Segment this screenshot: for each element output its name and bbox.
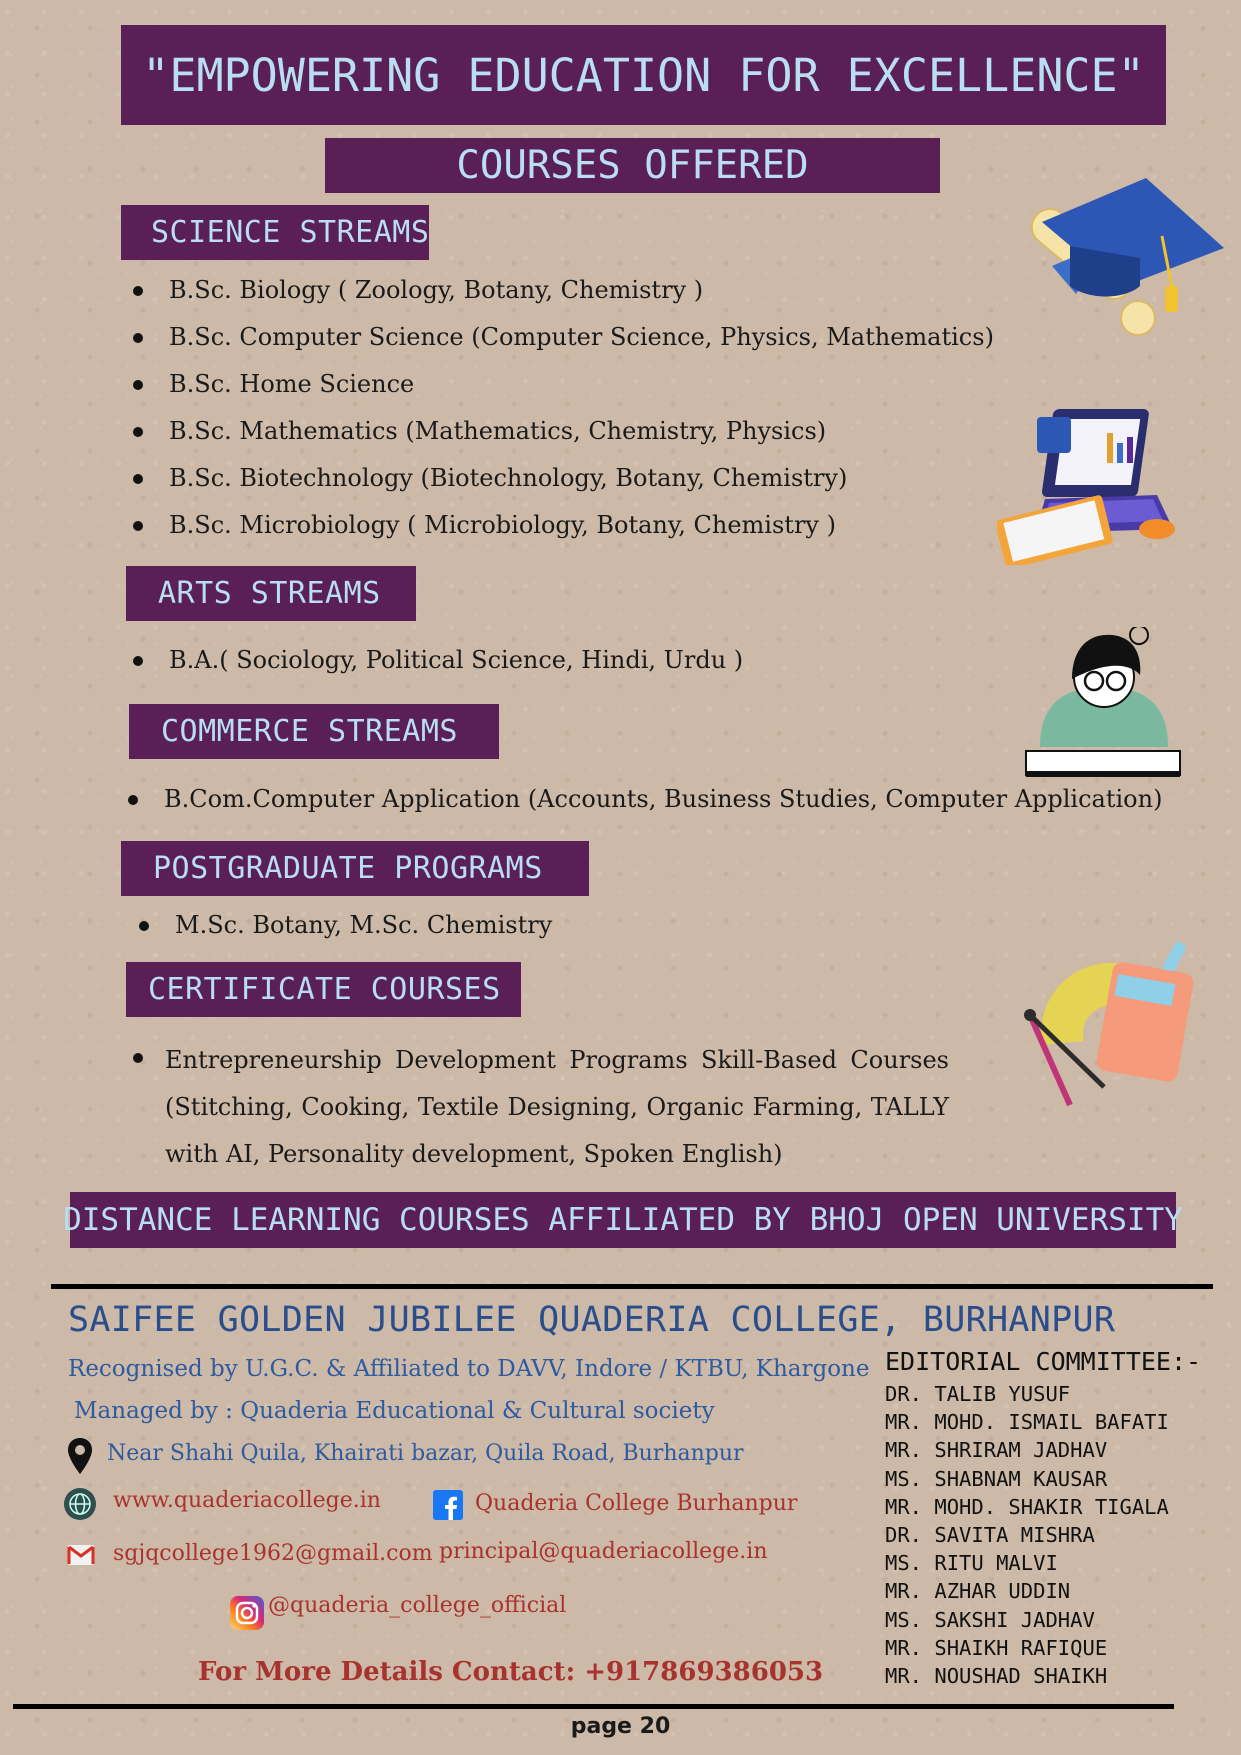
list-item: B.Com.Computer Application (Accounts, Business Studies, Computer Application)	[126, 776, 1162, 823]
tagline-banner	[121, 25, 1166, 125]
location-pin-icon	[66, 1437, 94, 1475]
globe-icon	[63, 1487, 97, 1521]
facebook-icon	[433, 1490, 463, 1520]
laptop-study-icon	[997, 399, 1202, 565]
certificate-heading-text: CERTIFICATE COURSES	[148, 972, 501, 1007]
page-number: page 20	[570, 1714, 671, 1739]
committee-member: MR. MOHD. ISMAIL BAFATI	[885, 1410, 1169, 1435]
section-title: COURSES OFFERED	[456, 143, 809, 188]
facebook-link[interactable]: Quaderia College Burhanpur	[475, 1491, 798, 1516]
website-link[interactable]: www.quaderiacollege.in	[113, 1488, 381, 1513]
address-text: Near Shahi Quila, Khairati bazar, Quila Road, Burhanpur	[107, 1441, 744, 1466]
footer-divider	[51, 1284, 1213, 1289]
contact-line: For More Details Contact: +917869386053	[198, 1657, 824, 1687]
committee-member: MS. RITU MALVI	[885, 1551, 1058, 1576]
science-streams-heading	[121, 205, 429, 260]
committee-member: MS. SAKSHI JADHAV	[885, 1607, 1095, 1632]
calculator-compass-icon	[1022, 935, 1202, 1111]
principal-email-link[interactable]: principal@quaderiacollege.in	[439, 1539, 768, 1564]
commerce-heading-text: COMMERCE STREAMS	[161, 714, 458, 749]
list-item: B.A.( Sociology, Political Science, Hindi, Urdu )	[131, 637, 743, 684]
distance-learning-banner	[63, 1192, 1183, 1248]
student-reading-icon	[1020, 627, 1190, 781]
committee-member: MR. AZHAR UDDIN	[885, 1579, 1071, 1604]
science-heading-text: SCIENCE STREAMS	[151, 215, 430, 250]
instagram-link[interactable]: @quaderia_college_official	[268, 1593, 567, 1618]
list-item: B.Sc. Microbiology ( Microbiology, Botany, Chemistry )	[131, 502, 994, 549]
arts-heading-text: ARTS STREAMS	[158, 576, 381, 611]
certificate-courses-heading	[126, 962, 521, 1017]
postgraduate-heading	[121, 841, 589, 896]
list-item: B.Sc. Home Science	[131, 361, 994, 408]
gmail-icon	[67, 1544, 95, 1566]
committee-member: MR. SHRIRAM JADHAV	[885, 1438, 1108, 1463]
bottom-divider	[13, 1704, 1174, 1709]
distance-learning-text: DISTANCE LEARNING COURSES AFFILIATED BY BHOJ OPEN UNIVERSITY	[63, 1202, 1183, 1238]
list-item: B.Sc. Computer Science (Computer Science, Physics, Mathematics)	[131, 314, 994, 361]
list-item: B.Sc. Mathematics (Mathematics, Chemistry, Physics)	[131, 408, 994, 455]
recognition-text: Recognised by U.G.C. & Affiliated to DAVV, Indore / KTBU, Khargone	[68, 1356, 870, 1382]
commerce-streams-heading	[129, 704, 499, 759]
postgraduate-course-list	[137, 902, 552, 949]
certificate-bullet	[133, 1053, 143, 1063]
list-item: M.Sc. Botany, M.Sc. Chemistry	[137, 902, 552, 949]
editorial-title: EDITORIAL COMMITTEE:-	[885, 1347, 1202, 1376]
committee-member: MR. NOUSHAD SHAIKH	[885, 1664, 1108, 1689]
college-name: SAIFEE GOLDEN JUBILEE QUADERIA COLLEGE, BURHANPUR	[68, 1300, 1116, 1340]
list-item: B.Sc. Biology ( Zoology, Botany, Chemistry )	[131, 267, 994, 314]
graduation-cap-diploma-icon	[1012, 176, 1224, 351]
committee-member: MS. SHABNAM KAUSAR	[885, 1466, 1108, 1491]
courses-offered-banner	[325, 138, 940, 193]
instagram-icon	[230, 1596, 264, 1630]
editorial-committee	[885, 1347, 1201, 1690]
committee-member: DR. TALIB YUSUF	[885, 1382, 1071, 1406]
arts-course-list	[131, 637, 743, 684]
certificate-course-text: Entrepreneurship Development Programs Skill-Based Courses (Stitching, Cooking, Textile Designing, Organic Farming, TALLY with AI, Personality development, Spoken English)	[165, 1046, 949, 1168]
science-course-list	[131, 267, 994, 549]
managed-by-text: Managed by : Quaderia Educational & Cultural society	[74, 1398, 715, 1424]
committee-member: MR. MOHD. SHAKIR TIGALA	[885, 1494, 1169, 1519]
tagline: "EMPOWERING EDUCATION FOR EXCELLENCE"	[142, 48, 1145, 102]
committee-member: DR. SAVITA MISHRA	[885, 1523, 1095, 1548]
commerce-course-list	[126, 776, 1162, 823]
email-link[interactable]: sgjqcollege1962@gmail.com	[113, 1541, 433, 1566]
postgraduate-heading-text: POSTGRADUATE PROGRAMS	[153, 851, 543, 886]
arts-streams-heading	[126, 566, 416, 621]
list-item: B.Sc. Biotechnology (Biotechnology, Botany, Chemistry)	[131, 455, 994, 502]
committee-member: MR. SHAIKH RAFIQUE	[885, 1635, 1108, 1660]
